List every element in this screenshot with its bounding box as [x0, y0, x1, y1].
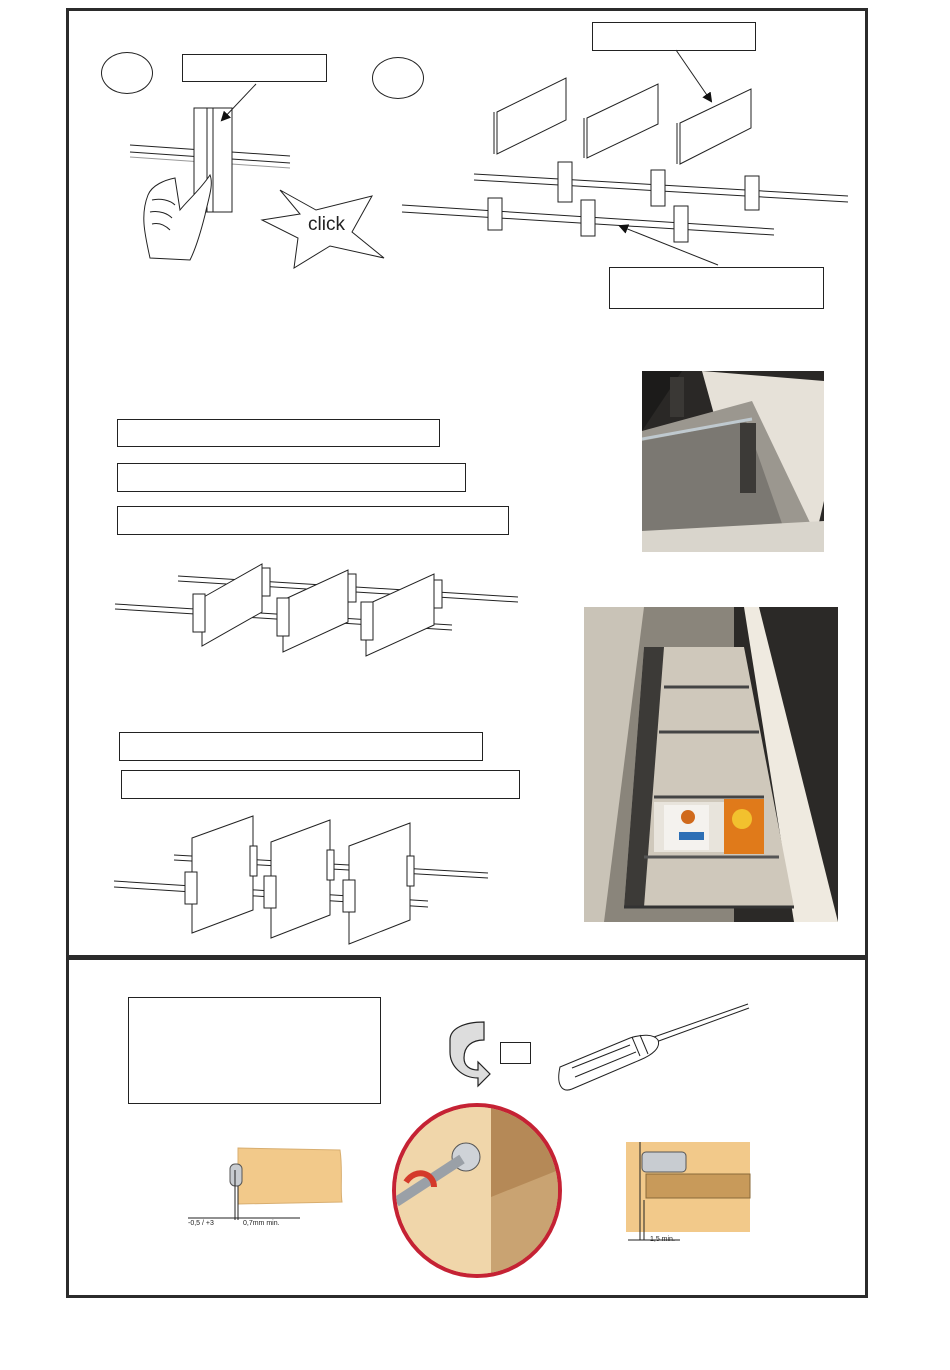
rotate-icon — [450, 1022, 490, 1086]
edge-gap-label: 1,5 min. — [650, 1236, 675, 1243]
hinge-detail-tolerance — [180, 1140, 345, 1235]
hinge-detail-screw — [392, 1103, 562, 1278]
min-gap-label: 0,7mm min. — [243, 1220, 280, 1227]
assembly-drawing-2 — [114, 816, 488, 944]
tolerance-label: -0,5 / +3 — [188, 1220, 214, 1227]
click-label: click — [308, 214, 345, 235]
dividers-on-rails-drawing — [402, 50, 848, 265]
clip-on-rail-drawing — [130, 84, 290, 260]
photo-drawer-dividers — [584, 607, 838, 922]
assembly-drawing-1 — [115, 564, 518, 656]
photo-rail-clip — [642, 371, 824, 552]
hinge-detail-edge — [620, 1140, 755, 1250]
screwdriver-icon — [559, 1004, 749, 1090]
